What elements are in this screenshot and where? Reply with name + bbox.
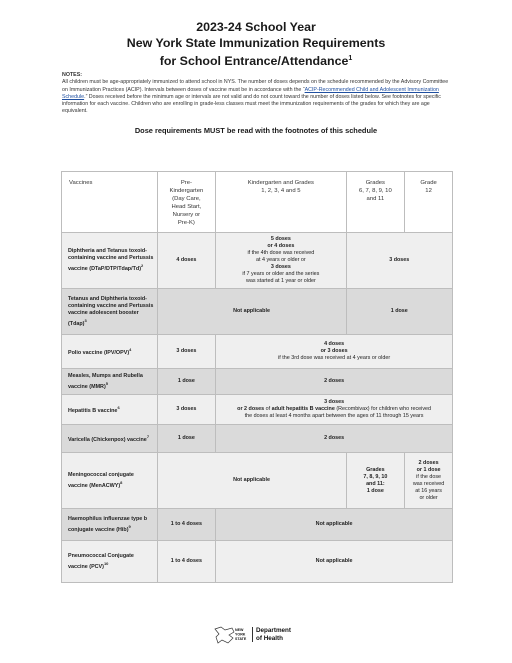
- table-row-polio: [62, 335, 453, 369]
- cell-text: of: [264, 406, 272, 412]
- cell-pcv-pre-k: 1 to 4 doses: [157, 541, 216, 583]
- cell-hib-pre-k: 1 to 4 doses: [157, 509, 216, 541]
- cell-line: if the 3rd dose was received at 4 years or older: [278, 355, 391, 361]
- table-row-varicella: [62, 425, 453, 453]
- footnote-mark: 8: [120, 479, 123, 485]
- header-pre-k-line: Pre-K): [177, 220, 195, 226]
- cell-line: 1 dose: [366, 487, 384, 494]
- header-g12-line: Grade: [420, 180, 437, 186]
- cell-menacwy-grades-7-11: [346, 453, 405, 509]
- cell-line: was started at 1 year or older: [245, 278, 316, 284]
- cell-pcv-k-12: Not applicable: [216, 541, 453, 583]
- footnote-mark: 7: [146, 434, 150, 440]
- cell-line: at 4 years or older or: [255, 257, 306, 263]
- immunization-schedule-table: [61, 171, 453, 583]
- department-of-health-label: [256, 627, 291, 642]
- header-pre-k-line: Head Start,: [171, 204, 202, 210]
- title-line-1: 2023-24 School Year: [196, 20, 316, 34]
- cell-line: [219, 406, 449, 413]
- page-title: [0, 20, 512, 70]
- table-row-hepb: [62, 395, 453, 425]
- cell-line: if the 4th dose was received: [247, 250, 315, 256]
- footnote-mark: 9: [128, 523, 131, 529]
- cell-line: or 4 doses: [267, 243, 295, 249]
- header-pre-k-line: (Day Care,: [172, 196, 201, 202]
- cell-hepb-k-12: [216, 395, 453, 425]
- notes-text-1: All children must be age-appropriately immunized to attend school in NYS. The number of doses depends on the schedule recommended by the Advisory Committee on Immunization Practices (ACIP). Intervals between doses of vaccine must be in accordance with the “: [62, 79, 449, 93]
- header-grades-6-11: [346, 172, 405, 233]
- header-k-5-line: 1, 2, 3, 4 and 5: [261, 188, 301, 194]
- header-g6-line: Grades: [365, 180, 386, 186]
- title-footnote-mark: 1: [348, 55, 353, 62]
- cell-line: 7, 8, 9, 10: [363, 473, 388, 480]
- cell-mmr-pre-k: 1 dose: [157, 369, 216, 395]
- header-grade-12: [405, 172, 453, 233]
- header-pre-k-line: Nursery or: [172, 212, 201, 218]
- cell-polio-k-12: [216, 335, 453, 369]
- header-g12-line: 12: [425, 188, 432, 194]
- notes-body: [62, 79, 454, 115]
- cell-dtap-k-5: [216, 233, 346, 289]
- state-logo-line: NEW: [235, 628, 244, 632]
- cell-dtap-grades-6-12: 3 doses: [346, 233, 452, 289]
- table-header-row: [62, 172, 453, 233]
- header-pre-k-line: Pre-: [180, 180, 192, 186]
- cell-hepb-pre-k: 3 doses: [157, 395, 216, 425]
- vaccine-name-text: Haemophilus influenzae type b conjugate vaccine (Hib): [68, 515, 148, 533]
- title-line-3-text: for School Entrance/Attendance: [159, 54, 349, 69]
- header-pre-k: [157, 172, 216, 233]
- footnote-mark: 2: [140, 263, 144, 269]
- cell-tdap-grades-6-12: 1 dose: [346, 289, 452, 335]
- cell-varicella-pre-k: 1 dose: [157, 425, 216, 453]
- vaccine-name-text: Meningococcal conjugate vaccine (MenACWY): [68, 471, 134, 489]
- cell-dtap-pre-k: 4 doses: [157, 233, 216, 289]
- vaccine-name-hib: [62, 509, 158, 541]
- cell-menacwy-pre-k-5: Not applicable: [157, 453, 346, 509]
- cell-tdap-pre-k-5: Not applicable: [157, 289, 346, 335]
- header-k-5-line: Kindergarten and Grades: [247, 180, 314, 186]
- table-row-pcv: [62, 541, 453, 583]
- vaccine-name-text: Hepatitis B vaccine: [68, 407, 118, 414]
- vaccine-name-text: Measles, Mumps and Rubella vaccine (MMR): [68, 372, 143, 390]
- cell-line: 3 doses: [270, 264, 291, 270]
- table-row-dtap: [62, 233, 453, 289]
- footnote-mark: 4: [129, 347, 132, 353]
- notes-text-2: .” Doses received before the minimum age or intervals are not valid and do not count toward the number of doses listed below. See footnotes for specific information for each vaccine. Children who are enrolling in grade-less classes must meet the immunization requirements of the grades for which they are age equivalent.: [62, 93, 441, 115]
- cell-line: at 16 years: [415, 487, 442, 494]
- cell-text: (Recombivax) for children who received: [334, 406, 432, 412]
- cell-line: or 1 dose: [416, 466, 441, 473]
- cell-hib-k-12: Not applicable: [216, 509, 453, 541]
- header-g6-line: 6, 7, 8, 9, 10: [358, 188, 392, 194]
- footnote-mark: 10: [103, 560, 109, 566]
- state-logo-line: YORK: [235, 632, 246, 637]
- table-row-mmr: [62, 369, 453, 395]
- cell-text-bold: or 2 doses: [237, 406, 265, 412]
- dept-line: Department: [256, 627, 291, 634]
- vaccine-name-polio: [62, 335, 158, 369]
- footnote-mark: 3: [84, 317, 87, 323]
- cell-line: Grades: [366, 466, 385, 473]
- cell-text-bold: adult hepatitis B vaccine: [271, 406, 335, 412]
- dept-line: of Health: [256, 634, 283, 642]
- notes-heading: NOTES:: [62, 72, 83, 78]
- vaccine-name-pcv: [62, 541, 158, 583]
- table-row-tdap: [62, 289, 453, 335]
- header-pre-k-line: Kindergarten: [169, 188, 204, 194]
- footnote-mark: 6: [117, 405, 120, 411]
- cell-line: if the dose: [416, 473, 442, 480]
- cell-mmr-k-12: 2 doses: [216, 369, 453, 395]
- cell-line: 3 doses: [324, 399, 345, 405]
- vaccine-name-text: Varicella (Chickenpox) vaccine: [68, 436, 147, 443]
- cell-line: was received: [412, 480, 445, 487]
- vaccine-name-varicella: [62, 425, 158, 453]
- cell-polio-pre-k: 3 doses: [157, 335, 216, 369]
- header-vaccines: Vaccines: [62, 172, 158, 233]
- cell-line: the doses at least 4 months apart between the ages of 11 through 15 years: [244, 413, 424, 419]
- title-line-2: New York State Immunization Requirements: [126, 35, 386, 50]
- notes-section: [62, 72, 454, 116]
- cell-line: or 3 doses: [320, 348, 348, 354]
- vaccine-name-hepb: [62, 395, 158, 425]
- cell-varicella-k-12: 2 doses: [216, 425, 453, 453]
- title-line-3: [0, 51, 512, 70]
- table-row-hib: [62, 509, 453, 541]
- cell-line: 5 doses: [270, 236, 291, 242]
- header-k-5: [216, 172, 346, 233]
- vaccine-name-text: Diphtheria and Tetanus toxoid-containing vaccine and Pertussis vaccine (DTaP/DTP/Tdap/Td): [68, 248, 154, 272]
- table-row-menacwy: [62, 453, 453, 509]
- footnote-mark: 5: [105, 380, 108, 386]
- new-york-state-logo: [212, 625, 248, 645]
- vaccine-name-dtap: [62, 233, 158, 289]
- vaccine-name-text: Polio vaccine (IPV/OPV): [68, 349, 130, 356]
- cell-line: 4 doses: [324, 341, 345, 347]
- cell-line: or older: [419, 494, 438, 501]
- cell-line: if 7 years or older and the series: [242, 271, 320, 277]
- header-g6-line: and 11: [366, 196, 385, 202]
- state-logo-line: STATE: [235, 637, 247, 641]
- vaccine-name-menacwy: [62, 453, 158, 509]
- acip-schedule-link[interactable]: ACIP-Recommended Child and Adolescent Immunization Schedule: [62, 86, 439, 100]
- vaccine-name-text: Tetanus and Diphtheria toxoid-containing vaccine and Pertussis vaccine adolescent booster (Tdap): [68, 295, 154, 327]
- footer-divider: [252, 627, 253, 642]
- vaccine-name-tdap: [62, 289, 158, 335]
- cell-menacwy-grade-12: [405, 453, 453, 509]
- vaccine-name-text: Pneumococcal Conjugate vaccine (PCV): [68, 552, 134, 570]
- dose-requirements-subheading: Dose requirements MUST be read with the footnotes of this schedule: [134, 126, 378, 135]
- cell-line: 2 doses: [418, 459, 439, 466]
- vaccine-name-mmr: [62, 369, 158, 395]
- cell-line: and 11:: [366, 480, 385, 487]
